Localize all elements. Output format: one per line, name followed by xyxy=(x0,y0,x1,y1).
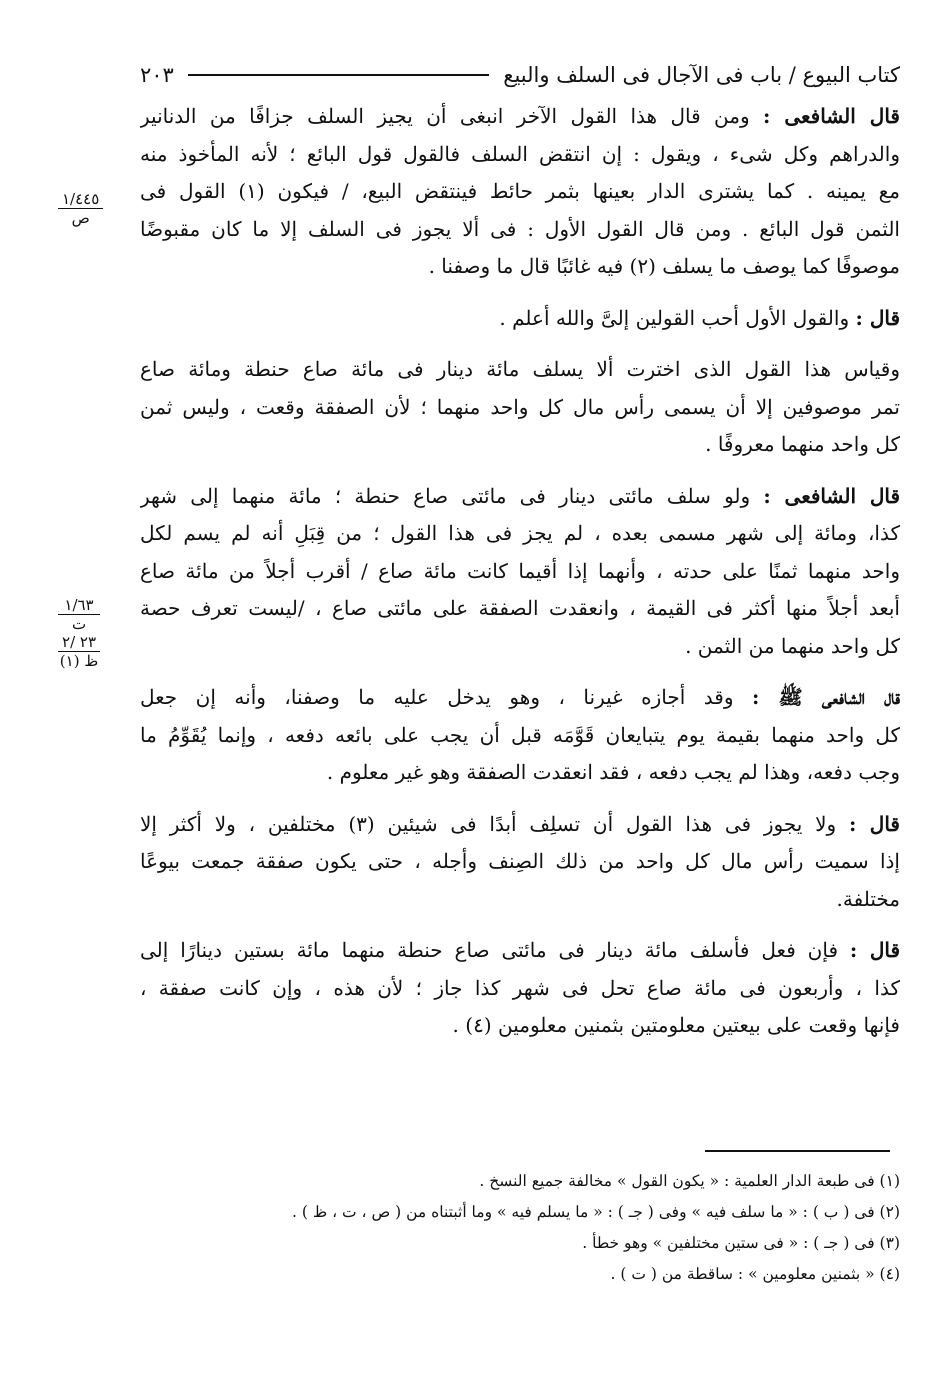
footnotes xyxy=(140,1166,900,1290)
footnote-rule xyxy=(705,1150,890,1152)
text-line xyxy=(140,300,900,338)
page-number: ٢٠٣ xyxy=(140,63,174,87)
line-text: وجب دفعه، وهذا لم يجب دفعه ، فقد انعقدت الصفقة وهو غير معلوم . xyxy=(326,760,900,784)
footnote: (٤) « بثمنين معلومين » : ساقطة من ( ت ) . xyxy=(610,1265,900,1283)
line-text: كل واحد منهما من الثمن . xyxy=(685,633,900,658)
text-line xyxy=(140,515,900,553)
footnote: (٢) فى ( ب ) : « ما سلف فيه » وفى ( جـ ) : « ما يسلم فيه » وما أثبتناه من ( ص ، ت ، ظ ) . xyxy=(292,1203,900,1221)
line-text: إذا سميت رأس مال كل واحد من ذلك الصِنف وأجله ، حتى يكون صفقة جمعت بيوعًا xyxy=(140,849,900,873)
text-line xyxy=(140,351,900,389)
footnote: (١) فى طبعة الدار العلمية : « يكون القول » مخالفة جميع النسخ . xyxy=(479,1172,900,1190)
text-line xyxy=(140,970,900,1008)
line-text: كل واحد منهما بقيمة يوم يتبايعان قَوَّمَه قبل أن يجب على بائعه دفعه ، وإنما يُقَوِّمُ ما xyxy=(140,722,900,747)
main-text xyxy=(140,98,900,1059)
speaker-lead: قال : xyxy=(849,938,900,962)
line-text: والقول الأول أحب القولين إلىَّ والله أعلم . xyxy=(499,305,856,330)
line-text: مختلفة. xyxy=(836,886,900,911)
line-text: مع يمينه . كما يشترى الدار بعينها بثمر حائط فينتقض البيع، / فيكون (١) القول فى xyxy=(140,179,900,203)
header-rule xyxy=(188,74,489,76)
line-text: ولو سلف مائتى دينار فى مائتى صاع حنطة ؛ مائة منهما إلى شهر xyxy=(140,483,764,508)
text-line xyxy=(140,426,900,464)
speaker-lead: قال الشافعى ﷺ : xyxy=(751,685,900,709)
text-line xyxy=(140,717,900,755)
line-text: كل واحد منهما معروفًا . xyxy=(705,432,900,456)
margin-ref-number: ١/٦٣ xyxy=(58,596,100,615)
paragraph xyxy=(140,478,900,666)
paragraph xyxy=(140,806,900,919)
text-line xyxy=(140,590,900,628)
header-title: كتاب البيوع / باب فى الآجال فى السلف والبيع xyxy=(503,63,900,87)
line-text: فإن فعل فأسلف مائة دينار فى مائتى صاع حنطة منهما مائة بستين دينارًا إلى xyxy=(140,938,850,962)
margin-ref-siglum-2: ظ (١) xyxy=(59,652,99,670)
line-text: كذا، ومائة إلى شهر مسمى بعده ، لم يجز فى هذا القول ؛ من قِبَلِ أنه لم يسم لكل xyxy=(140,521,900,545)
speaker-lead: قال الشافعى : xyxy=(763,483,900,508)
speaker-lead: قال : xyxy=(855,305,900,330)
speaker-lead: قال الشافعى : xyxy=(762,104,900,128)
text-line xyxy=(140,754,900,792)
text-line xyxy=(140,136,900,174)
text-line xyxy=(140,881,900,919)
text-line xyxy=(140,173,900,211)
margin-ref-number-2: ٢٣ /٢ xyxy=(58,633,100,652)
margin-ref-siglum: ت xyxy=(71,615,87,633)
text-line xyxy=(140,248,900,286)
footnote: (٣) فى ( جـ ) : « فى ستين مختلفين » وهو خطأ . xyxy=(582,1234,900,1252)
margin-reference-1 xyxy=(58,190,103,227)
line-text: الثمن قول البائع . ومن قال القول الأول : فى ألا يجوز فى السلف إلا ما كان مقبوضًا xyxy=(140,216,900,241)
line-text: كذا ، وأربعون فى مائة صاع تحل فى شهر كذا جاز ؛ لأن هذه ، وإن كانت صفقة ، xyxy=(140,975,900,1000)
speaker-lead: قال : xyxy=(849,811,900,836)
paragraph xyxy=(140,932,900,1045)
text-line xyxy=(140,389,900,427)
margin-ref-number: ١/٤٤٥ xyxy=(58,190,103,209)
paragraph xyxy=(140,300,900,338)
line-text: وقد أجازه غيرنا ، وهو يدخل عليه ما وصفنا، وأنه إن جعل xyxy=(140,685,752,709)
text-line xyxy=(140,932,900,970)
text-line xyxy=(140,211,900,249)
margin-reference-2 xyxy=(58,596,100,670)
line-text: تمر موصوفين إلا أن يسمى رأس مال كل واحد منهما ؛ لأن الصفقة وقعت ، وليس ثمن xyxy=(140,394,900,419)
line-text: وقياس هذا القول الذى اخترت ألا يسلف مائة دينار فى مائة صاع حنطة ومائة صاع xyxy=(140,357,900,381)
line-text: أبعد أجلاً منها أكثر فى القيمة ، وانعقدت الصفقة على مائتى صاع ، /ليست تعرف حصة xyxy=(140,596,900,620)
line-text: ومن قال هذا القول الآخر انبغى أن يجيز السلف جزافًا من الدنانير xyxy=(140,104,763,128)
line-text: ولا يجوز فى هذا القول أن تسلِف أبدًا فى شيئين (٣) مختلفين ، ولا أكثر إلا xyxy=(140,811,850,836)
text-line xyxy=(140,1007,900,1045)
text-line xyxy=(140,679,900,717)
text-line xyxy=(140,628,900,666)
paragraph xyxy=(140,679,900,792)
text-line xyxy=(140,98,900,136)
text-line xyxy=(140,843,900,881)
line-text: فإنها وقعت على بيعتين معلومتين بثمنين معلومين (٤) . xyxy=(452,1013,900,1037)
text-line xyxy=(140,806,900,844)
text-line xyxy=(140,478,900,516)
running-header xyxy=(140,58,900,92)
line-text: والدراهم وكل شىء ، ويقول : إن انتقض السلف فالقول قول البائع ؛ لأنه المأخوذ منه xyxy=(140,141,900,166)
line-text: واحد منهما ثمنًا على حدته ، وأنهما إذا أقيما كانت مائة صاع / أقرب أجلاً من مائة صاع xyxy=(140,558,900,583)
margin-ref-siglum: ص xyxy=(71,209,90,227)
text-line xyxy=(140,553,900,591)
paragraph xyxy=(140,98,900,286)
paragraph xyxy=(140,351,900,464)
line-text: موصوفًا كما يوصف ما يسلف (٢) فيه غائبًا قال ما وصفنا . xyxy=(428,254,900,278)
